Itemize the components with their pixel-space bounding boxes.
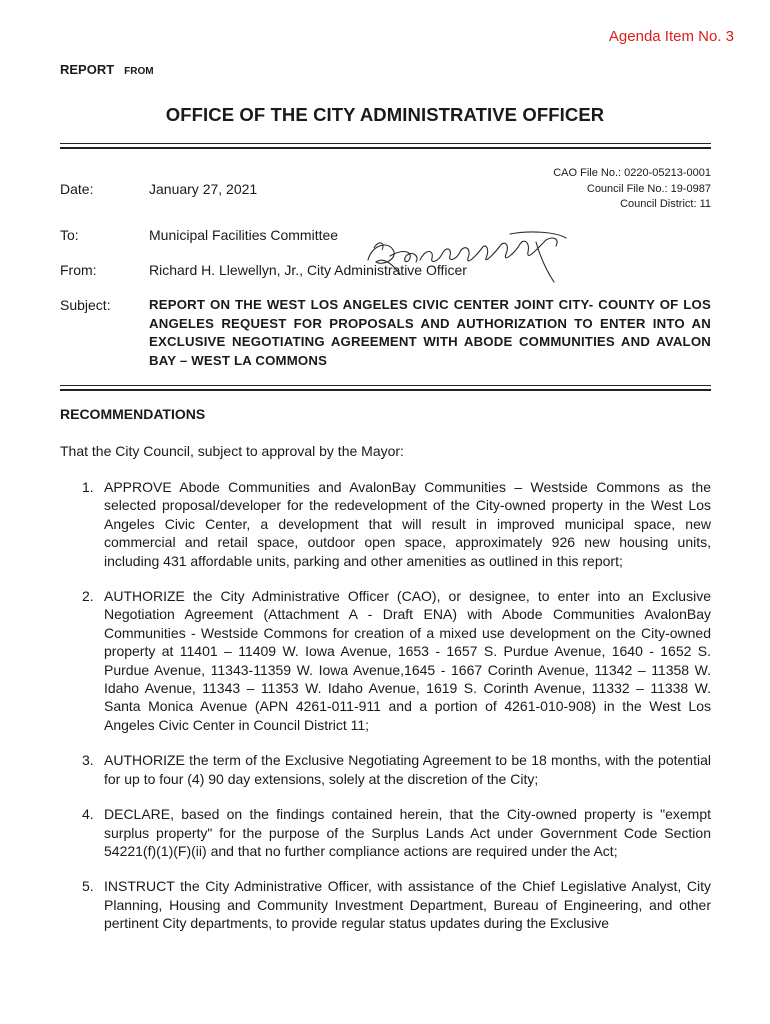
item-number: 3. — [82, 752, 94, 769]
file-info-block — [553, 166, 711, 213]
council-file-number: Council File No.: 19-0987 — [586, 182, 711, 195]
from-value: Richard H. Llewellyn, Jr., City Administrative Officer — [149, 262, 467, 278]
recommendations-heading: RECOMMENDATIONS — [60, 406, 206, 422]
item-text: AUTHORIZE the City Administrative Officer (CAO), or designee, to enter into an Exclusive Negotiation Agreement (Attachment A - Draft ENA) with Abode Communities AvalonBay Communities - Westside Commons for creation of a mixed use development on the City-owned property at 11401 – 11409 W. Iowa Avenue, 1653 - 1657 S. Purdue Avenue, 1640 - 1652 S. Purdue Avenue, 11343-11359 W. Iowa Avenue,1645 - 1667 Corinth Avenue, 11342 – 11358 W. Idaho Avenue, 11343 – 11353 W. Idaho Avenue, 1619 S. Corinth Avenue, 11332 – 11338 W. Santa Monica Avenue (APN 4261-011-911 and a portion of 4261-010-908) in the West Los Angeles Civic Center in Council District 11; — [104, 588, 711, 733]
item-number: 1. — [82, 479, 94, 495]
subject-rule-bottom — [60, 389, 711, 391]
list-item — [60, 877, 711, 932]
subject-value: REPORT ON THE WEST LOS ANGELES CIVIC CENTER JOINT CITY- COUNTY OF LOS ANGELES REQUEST FOR PROPOSALS AND AUTHORIZATION TO ENTER INTO AN EXCLUSIVE NEGOTIATING AGREEMENT WITH ABODE COMMUNITIES AND AVALON BAY – WEST LA COMMONS — [149, 297, 711, 368]
report-label: REPORT — [60, 62, 115, 77]
subject-rule-top — [60, 385, 711, 386]
to-label: To: — [60, 227, 79, 243]
title-rule-bottom — [60, 147, 711, 149]
recommendations-intro: That the City Council, subject to approval by the Mayor: — [60, 443, 404, 459]
to-value: Municipal Facilities Committee — [149, 227, 339, 243]
list-item — [60, 587, 711, 734]
item-number: 2. — [82, 588, 94, 605]
subject-label: Subject: — [60, 297, 111, 313]
cao-file-number: CAO File No.: 0220-05213-0001 — [553, 167, 711, 179]
date-value: January 27, 2021 — [149, 181, 258, 197]
list-item — [60, 751, 711, 788]
report-from-heading — [60, 62, 154, 77]
from-row-label: From: — [60, 262, 97, 278]
title-rule-top — [60, 143, 711, 144]
council-district: Council District: 11 — [620, 198, 711, 210]
signature-image — [360, 226, 570, 288]
item-text: APPROVE Abode Communities and AvalonBay Communities – Westside Commons as the selected proposal/developer for the redevelopment of the City-owned property in the West Los Angeles Civic Center, a development that will result in improved municipal space, new commercial and retail space, outdoor open space, approximately 926 new housing units, including 431 affordable units, parking and other amenities as outlined in this report; — [104, 479, 711, 569]
item-text: INSTRUCT the City Administrative Officer, with assistance of the Chief Legislative Analyst, City Planning, Housing and Community Investment Department, Bureau of Engineering, and other pertinent City departments, to provide regular status updates during the Exclusive — [104, 878, 711, 932]
list-item — [60, 805, 711, 860]
item-number: 5. — [82, 878, 94, 895]
list-item — [60, 478, 711, 570]
office-title: OFFICE OF THE CITY ADMINISTRATIVE OFFICER — [165, 104, 605, 125]
recommendations-list — [60, 478, 711, 950]
item-number: 4. — [82, 806, 94, 823]
from-label: FROM — [124, 66, 154, 77]
item-text: DECLARE, based on the findings contained herein, that the City-owned property is "exempt surplus property" for the purpose of the Surplus Lands Act under Government Code Section 54221(f)(1)(F)(ii) and that no further compliance actions are required under the Act; — [104, 806, 711, 859]
item-text: AUTHORIZE the term of the Exclusive Negotiating Agreement to be 18 months, with the potential for up to four (4) 90 day extensions, solely at the discretion of the City; — [104, 752, 711, 787]
agenda-item-label: Agenda Item No. 3 — [608, 28, 734, 45]
date-label: Date: — [60, 181, 94, 197]
